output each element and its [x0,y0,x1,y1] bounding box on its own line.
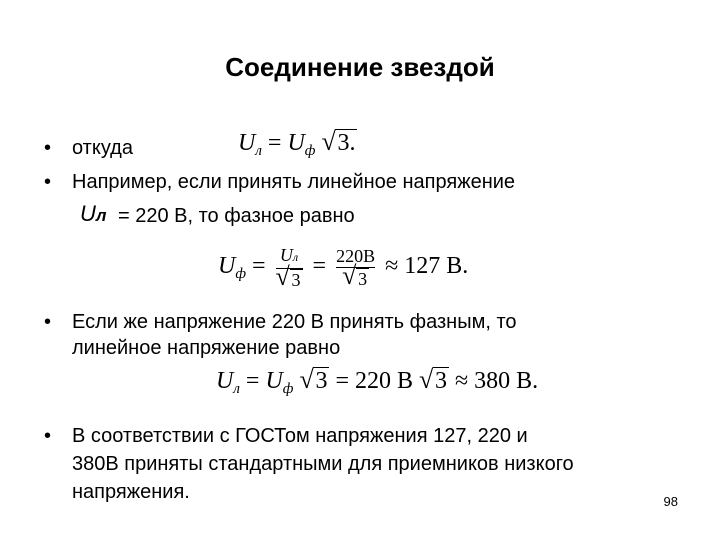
bullet-2-line-1: Например, если принять линейное напряжение [72,171,516,193]
bullet-4-line-2: 380В приняты стандартными для приемников низкого [72,453,574,475]
bullet-4-line-3: напряжения. [72,481,190,503]
bullet-4-line-1: В соответствии с ГОСТом напряжения 127, 220 и [72,425,528,447]
formula-line-from-phase: $U_л = U_ф$ √ 3 = 220 В √ 3 ≈ 380 В. [216,368,538,395]
formula-phase-voltage: $U_ф$ = Uл √ 3 = 220В √ 3 ≈ 127 В. [218,244,468,291]
page-number: 98 [663,494,678,509]
bullet-1-text: откуда [72,137,133,159]
formula-line-voltage: $U_л = U_ф$ √ 3. [238,130,357,157]
bullet-marker: • [44,311,52,333]
bullet-2-line-2: = 220 В, то фазное равно [118,205,355,227]
slide-title: Соединение звездой [225,52,495,82]
ul-symbol: Uл [80,201,107,226]
bullet-marker: • [44,171,52,193]
bullet-3-line-1: Если же напряжение 220 В принять фазным, то [72,311,517,333]
bullet-marker: • [44,137,52,159]
bullet-3-line-2: линейное напряжение равно [72,337,341,359]
bullet-marker: • [44,425,52,447]
